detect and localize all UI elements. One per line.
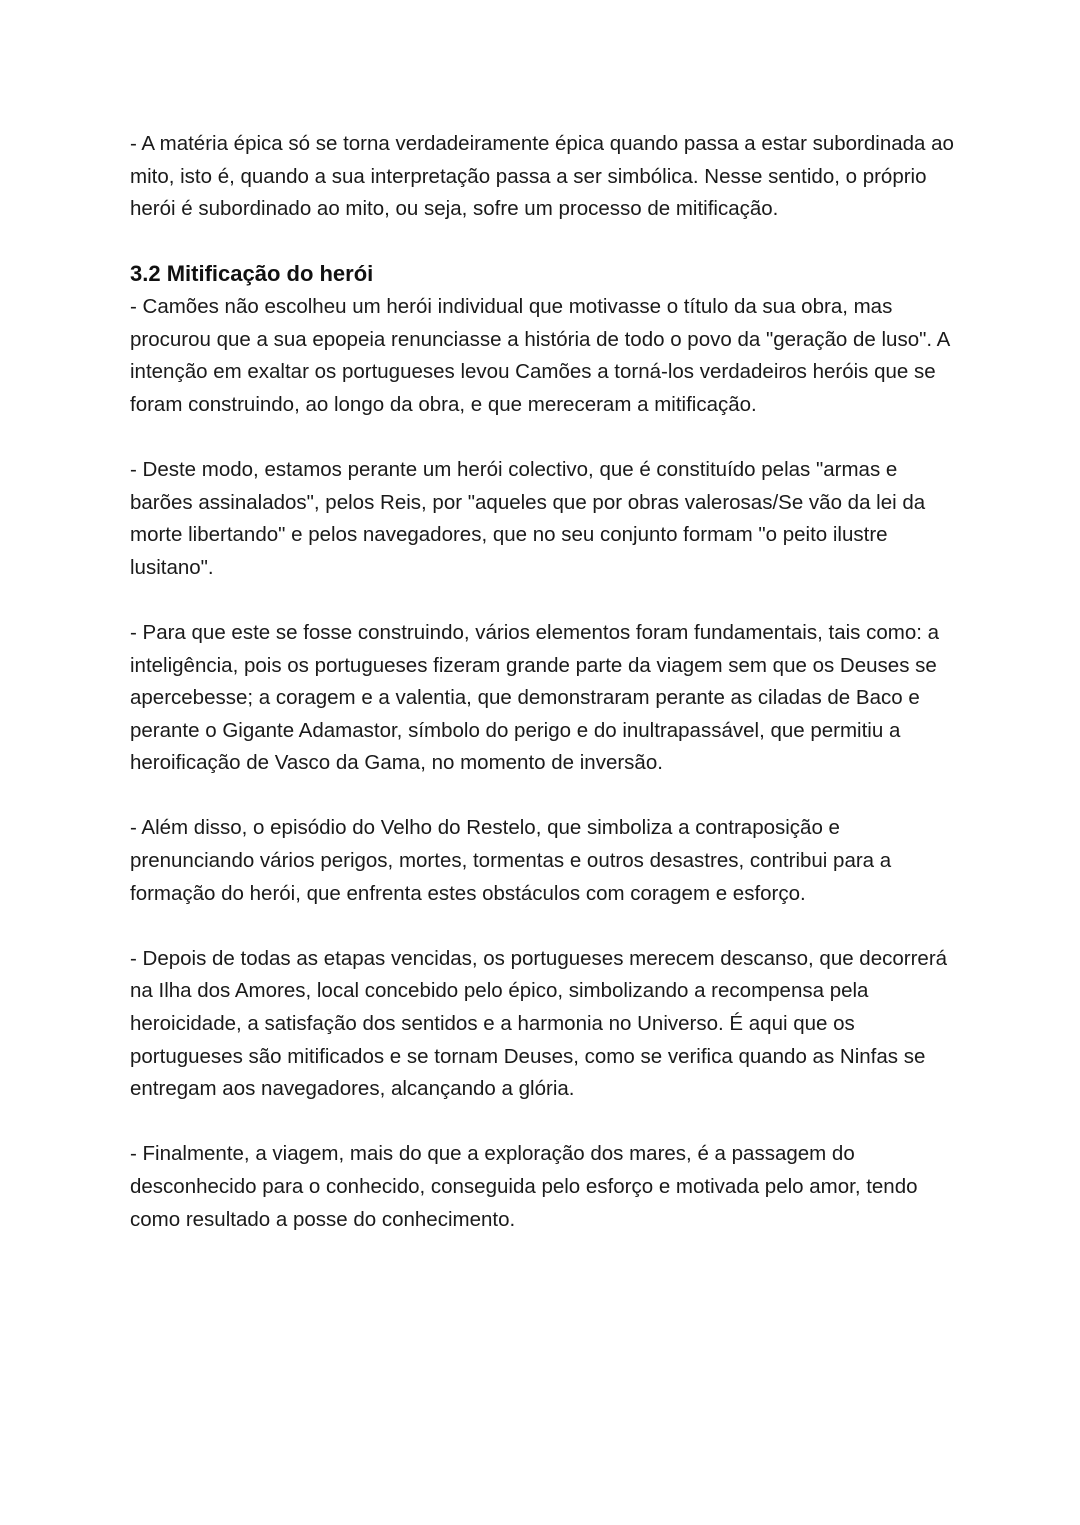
paragraph-conclusao: - Finalmente, a viagem, mais do que a exploração dos mares, é a passagem do desconhecido para o conhecido, conseguida pelo esforço e motivada pelo amor, tendo como resultado a posse do conhecimento. <box>130 1142 918 1231</box>
section-heading: 3.2 Mitificação do herói <box>130 261 374 287</box>
document-body <box>130 128 960 1269</box>
paragraph-heroi-individual: - Camões não escolheu um herói individual que motivasse o título da sua obra, mas procurou que a sua epopeia renunciasse a história de todo o povo da "geração de luso". A intenção em exaltar os portugueses levou Camões a torná-los verdadeiros heróis que se foram construindo, ao longo da obra, e que mereceram a mitificação. <box>130 294 950 416</box>
intro-paragraph: - A matéria épica só se torna verdadeiramente épica quando passa a estar subordinada ao mito, isto é, quando a sua interpretação passa a ser simbólica. Nesse sentido, o próprio herói é subordinado ao mito, ou seja, sofre um processo de mitificação. <box>130 132 954 221</box>
paragraph-velho-do-restelo: - Além disso, o episódio do Velho do Restelo, que simboliza a contraposição e prenunciando vários perigos, mortes, tormentas e outros desastres, contribui para a formação do herói, que enfrenta estes obstáculos com coragem e esforço. <box>130 816 892 905</box>
paragraph-ilha-dos-amores: - Depois de todas as etapas vencidas, os portugueses merecem descanso, que decorrerá na Ilha dos Amores, local concebido pelo épico, simbolizando a recompensa pela heroicidade, a satisfação dos sentidos e a harmonia no Universo. É aqui que os portugueses são mitificados e se tornam Deuses, como se verifica quando as Ninfas se entregam aos navegadores, alcançando a glória. <box>130 946 948 1101</box>
paragraph-heroi-colectivo: - Deste modo, estamos perante um herói colectivo, que é constituído pelas "armas e barões assinalados", pelos Reis, por "aqueles que por obras valerosas/Se vão da lei da morte libertando" e pelos navegadores, que no seu conjunto formam "o peito ilustre lusitano". <box>130 457 926 579</box>
paragraph-elementos-fundamentais: - Para que este se fosse construindo, vários elementos foram fundamentais, tais como: a inteligência, pois os portugueses fizeram grande parte da viagem sem que os Deuses se apercebesse; a coragem e a valentia, que demonstraram perante as ciladas de Baco e perante o Gigante Adamastor, símbolo do perigo e do inultrapassável, que permitiu a heroificação de Vasco da Gama, no momento de inversão. <box>130 620 940 775</box>
